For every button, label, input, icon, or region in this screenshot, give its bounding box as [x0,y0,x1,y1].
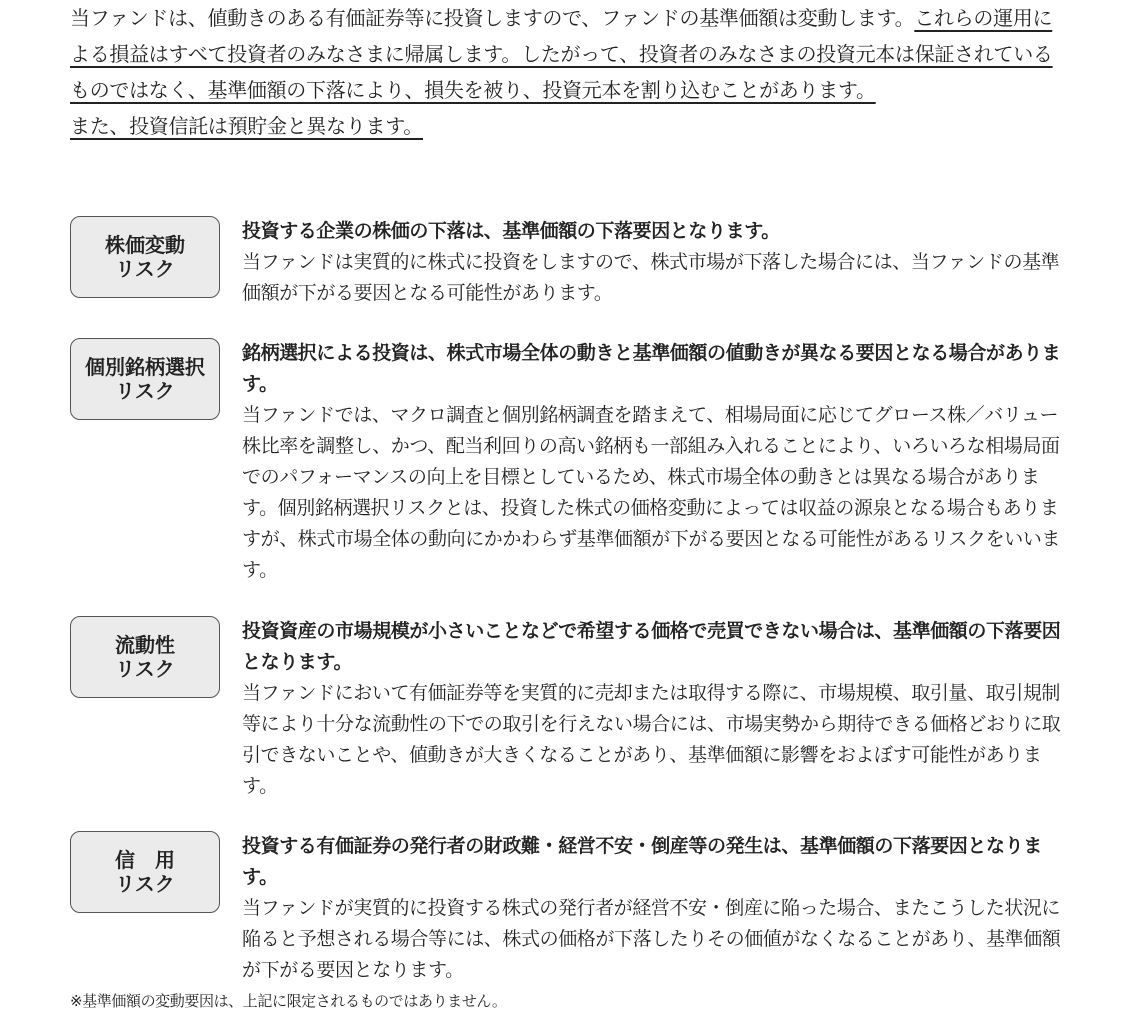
risk-badge-line2: リスク [115,872,175,896]
intro-line2 [70,108,1070,144]
risk-badge-line1: 個別銘柄選択 [85,355,205,379]
risk-heading: 銘柄選択による投資は、株式市場全体の動きと基準価額の値動きが異なる要因となる場合があります。 [242,342,1061,395]
risk-description: 当ファンドにおいて有価証券等を実質的に売却または取得する際に、市場規模、取引量、取引規制等により十分な流動性の下での取引を行えない場合には、市場実勢から期待できる価格どおりに取引できないことや、値動きが大きくなることがあり、基準価額に影響をおよぼす可能性があります。 [242,682,1061,797]
risk-badge [70,216,220,298]
risk-description: 当ファンドでは、マクロ調査と個別銘柄調査を踏まえて、相場局面に応じてグロース株／バリュー株比率を調整し、かつ、配当利回りの高い銘柄も一部組み入れることにより、いろいろな相場局面でのパフォーマンスの向上を目標としているため、株式市場全体の動きとは異なる場合があります。個別銘柄選択リスクとは、投資した株式の価格変動によっては収益の源泉となる場合もありますが、株式市場全体の動向にかかわらず基準価額が下がる要因となる可能性があるリスクをいいます。 [242,404,1061,581]
risk-content [242,616,1068,802]
intro-text [70,0,1070,144]
risk-content [242,338,1068,586]
risk-description: 当ファンドは実質的に株式に投資をしますので、株式市場が下落した場合には、当ファンドの基準価額が下がる要因となる可能性があります。 [242,251,1060,304]
risk-badge-line2: リスク [115,257,175,281]
risk-badge-line1: 流動性 [115,633,175,657]
risk-badge [70,831,220,913]
risk-content [242,216,1068,309]
intro-line2-text: また、投資信託は預貯金と異なります。 [70,114,423,138]
risk-badge [70,616,220,698]
risk-badge-line1: 株価変動 [105,233,185,257]
intro-plain-text: 当ファンドは、値動きのある有価証券等に投資しますので、ファンドの基準価額は変動します。 [70,6,915,30]
risk-content [242,831,1068,986]
risk-heading: 投資資産の市場規模が小さいことなどで希望する価格で売買できない場合は、基準価額の下落要因となります。 [242,620,1061,673]
footnote: ※基準価額の変動要因は、上記に限定されるものではありません。 [70,992,507,1010]
risk-badge-line2: リスク [115,379,175,403]
intro-underlined-text: これらの運用による損益はすべて投資者のみなさまに帰属します。したがって、投資者のみなさまの投資元本は保証されているものではなく、基準価額の下落により、損失を被り、投資元本を割り込むことがあります。 [70,6,1053,102]
risk-badge-line1: 信 用 [115,848,175,872]
risk-description: 当ファンドが実質的に投資する株式の発行者が経営不安・倒産に陥った場合、またこうした状況に陥ると予想される場合等には、株式の価格が下落したりその価値がなくなることがあり、基準価額が下がる要因となります。 [242,897,1061,981]
intro-paragraph [70,0,1070,108]
risk-heading: 投資する企業の株価の下落は、基準価額の下落要因となります。 [242,220,780,242]
risk-heading: 投資する有価証券の発行者の財政難・経営不安・倒産等の発生は、基準価額の下落要因となります。 [242,835,1042,888]
risk-badge-line2: リスク [115,657,175,681]
risk-badge [70,338,220,420]
